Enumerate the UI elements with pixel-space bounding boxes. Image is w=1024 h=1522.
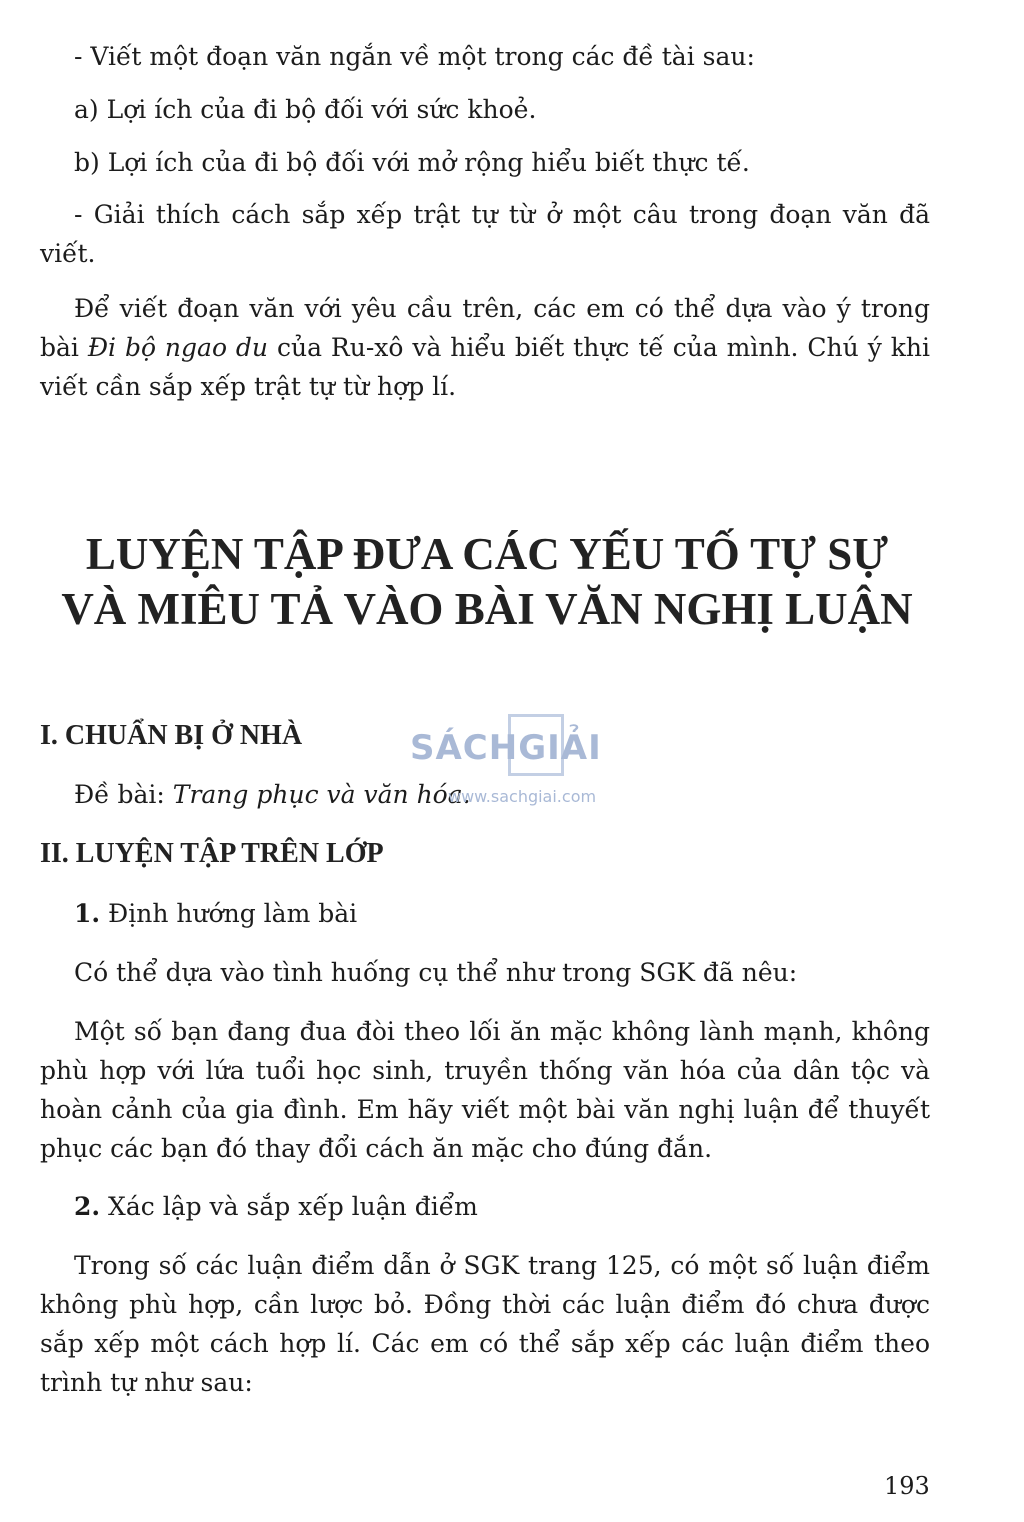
paragraph-situation: Một số bạn đang đua đòi theo lối ăn mặc không lành mạnh, không phù hợp với lứa tuổi học sinh, truyền thống văn hóa của dân tộc và hoàn cảnh của gia đình. Em hãy viết một bài văn nghị luận để thuyết phục các bạn đó thay đổi cách ăn mặc cho đúng đắn. [40, 1017, 930, 1163]
paragraph-arguments: Trong số các luận điểm dẫn ở SGK trang 125, có một số luận điểm không phù hợp, cần lược bỏ. Đồng thời các luận điểm đó chưa được sắp xếp một cách hợp lí. Các em có thể sắp xếp các luận điểm theo trình tự như sau: [40, 1251, 930, 1397]
subsection1-heading [74, 894, 357, 933]
watermark-logo [410, 714, 620, 804]
intro-guide-before: Để viết đoạn văn với yêu cầu trên, các em có thể dựa vào ý trong bài [40, 294, 930, 362]
section1-heading: I. CHUẨN BỊ Ở NHÀ [40, 720, 303, 751]
intro-task: - Viết một đoạn văn ngắn về một trong các đề tài sau: [74, 42, 755, 71]
subsection2-number: 2. [74, 1192, 101, 1221]
subsection1-text: Định hướng làm bài [100, 899, 358, 928]
subsection1-number: 1. [74, 899, 101, 928]
lesson-title-line1: LUYỆN TẬP ĐƯA CÁC YẾU TỐ TỰ SỰ [85, 529, 889, 579]
topic-value: Trang phục và văn hóa. [172, 780, 471, 809]
page-number: 193 [884, 1472, 930, 1500]
subsection2-text: Xác lập và sắp xếp luận điểm [100, 1192, 478, 1221]
intro-guide [40, 289, 930, 406]
paragraph-situation-intro: Có thể dựa vào tình huống cụ thể như trong SGK đã nêu: [74, 958, 798, 987]
topic-label: Đề bài: [74, 780, 173, 809]
intro-guide-after: của Ru-xô và hiểu biết thực tế của mình. Chú ý khi viết cần sắp xếp trật tự từ hợp lí. [40, 333, 930, 401]
intro-explain: - Giải thích cách sắp xếp trật tự từ ở một câu trong đoạn văn đã viết. [40, 200, 930, 268]
intro-option-b: b) Lợi ích của đi bộ đối với mở rộng hiểu biết thực tế. [74, 148, 750, 177]
watermark-url: www.sachgiai.com [448, 787, 597, 806]
subsection2-heading [74, 1187, 478, 1226]
section2-heading: II. LUYỆN TẬP TRÊN LỚP [40, 838, 384, 869]
intro-guide-title: Đi bộ ngao du [87, 333, 269, 362]
lesson-title-line2: VÀ MIÊU TẢ VÀO BÀI VĂN NGHỊ LUẬN [61, 584, 913, 634]
watermark-brand: SÁCHGIẢI [410, 728, 602, 768]
intro-option-a: a) Lợi ích của đi bộ đối với sức khoẻ. [74, 95, 537, 124]
